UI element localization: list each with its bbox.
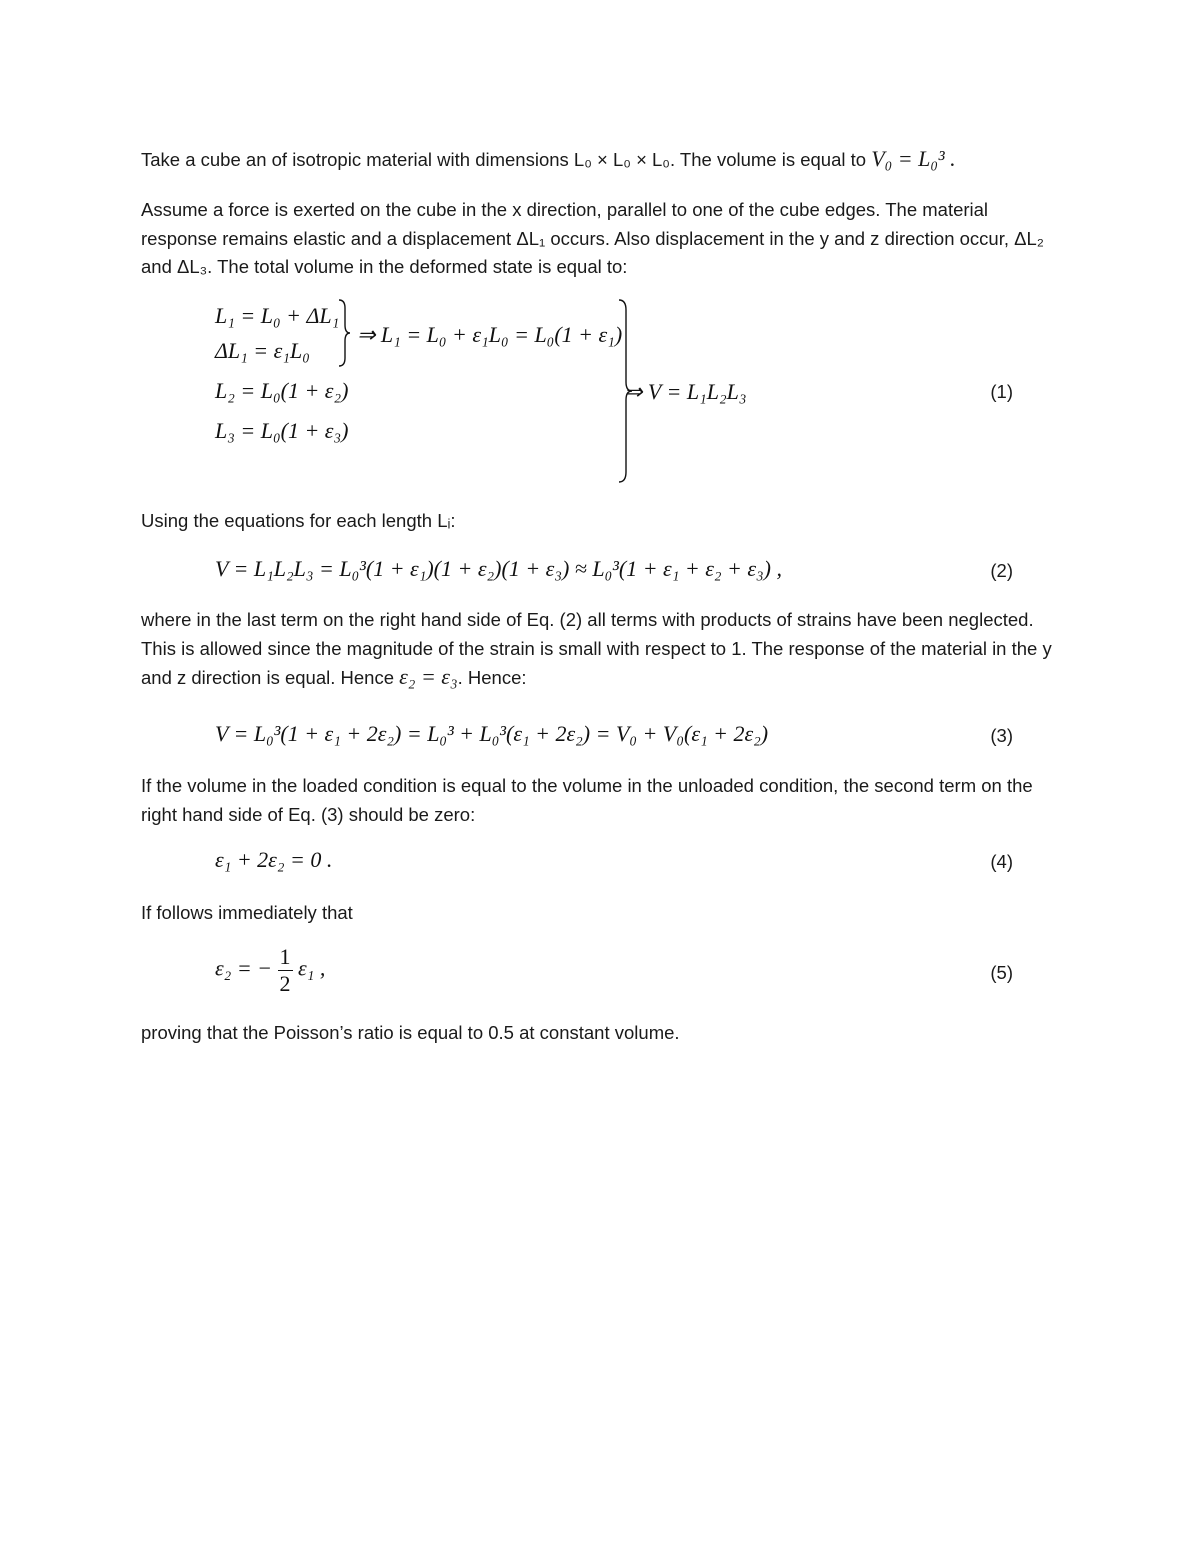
paragraph-using: Using the equations for each length Lᵢ: [141, 510, 456, 531]
eq1-line-3: L₂ = L₀(1 + ε₂) [215, 378, 349, 403]
paragraph-intro [141, 145, 1061, 175]
paragraph-neglect-tail: . Hence: [457, 667, 527, 688]
eq1-combined: ⇒ L₁ = L₀ + ε₁L₀ = L₀(1 + ε₁) [357, 322, 623, 347]
eq1-number: (1) [990, 381, 1013, 402]
equation-2: V = L₁L₂L₃ = L₀³(1 + ε₁)(1 + ε₂)(1 + ε₃) ≈ L₀³(1 + ε₁ + ε₂ + ε₃) , [215, 556, 783, 581]
eq5-rhs: ε₁ , [298, 955, 326, 981]
eq5-fraction [278, 944, 293, 997]
eq3-number: (3) [990, 725, 1013, 746]
paragraph-follows: If follows immediately that [141, 902, 353, 923]
paragraph-neglect [141, 606, 1061, 693]
eq4-number: (4) [990, 851, 1013, 872]
eq1-line-4: L₃ = L₀(1 + ε₃) [215, 418, 349, 443]
paragraph-conclusion: proving that the Poisson’s ratio is equal to 0.5 at constant volume. [141, 1022, 680, 1043]
paragraph-force: Assume a force is exerted on the cube in the x direction, parallel to one of the cube edges. The material response remains elastic and a displacement ΔL₁ occurs. Also displacement in the y and z direction occur, ΔL₂ and ΔL₃. The total volume in the deformed state is equal to: [141, 199, 1044, 277]
eq2-number: (2) [990, 560, 1013, 581]
paragraph-volume: If the volume in the loaded condition is equal to the volume in the unloaded condition, the second term on the right hand side of Eq. (3) should be zero: [141, 775, 1033, 825]
eq1-inner-brace [336, 298, 352, 368]
equation-5 [215, 944, 325, 997]
paragraph-neglect-text: where in the last term on the right hand side of Eq. (2) all terms with products of strains have been neglected. This is allowed since the magnitude of the strain is small with respect to 1. The response of the material in the y and z direction is equal. Hence [141, 609, 1052, 688]
eq1-result: ⇒ V = L₁L₂L₃ [624, 379, 747, 404]
paragraph-intro-text: Take a cube an of isotropic material with dimensions L₀ × L₀ × L₀. The volume is equal to [141, 149, 867, 170]
equation-3: V = L₀³(1 + ε₁ + 2ε₂) = L₀³ + L₀³(ε₁ + 2ε₂) = V₀ + V₀(ε₁ + 2ε₂) [215, 721, 769, 746]
eq5-denominator: 2 [279, 971, 291, 996]
volume-formula: V₀ = L₀³ . [871, 146, 956, 171]
eq5-number: (5) [990, 962, 1013, 983]
eq1-line-1: L₁ = L₀ + ΔL₁ [215, 303, 340, 328]
equation-4: ε₁ + 2ε₂ = 0 . [215, 847, 333, 872]
eq1-line-2: ΔL₁ = ε₁L₀ [215, 338, 310, 363]
strain-equality: ε₂ = ε₃ [399, 664, 458, 689]
eq5-lhs: ε₂ = − [215, 955, 273, 981]
eq5-numerator: 1 [279, 944, 291, 969]
